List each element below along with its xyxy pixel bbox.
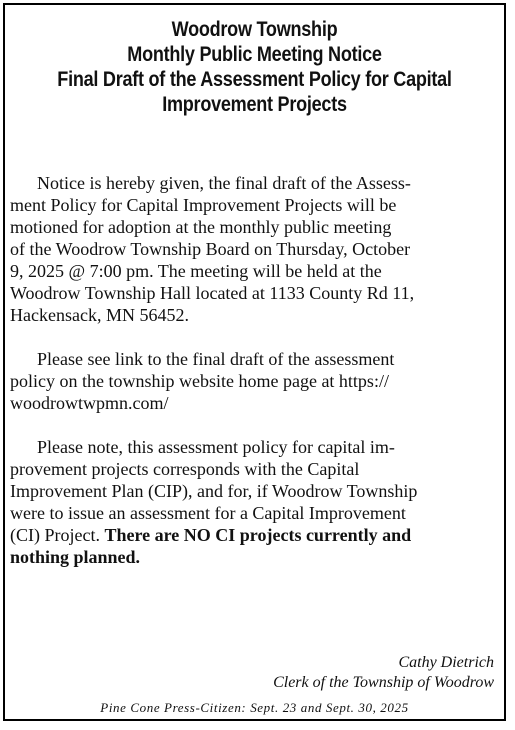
paragraph-website-link	[10, 348, 480, 414]
paragraph-line: Please note, this assessment policy for capital im-	[37, 437, 395, 457]
paragraph-line: woodrowtwpmn.com/	[10, 393, 169, 413]
no-projects-statement: There are NO CI projects currently and	[104, 525, 412, 545]
paragraph-line: were to issue an assessment for a Capital Improvement	[10, 503, 406, 523]
paragraph-notice	[10, 172, 480, 326]
paragraph-please-note	[10, 436, 480, 568]
publication-footer: Pine Cone Press-Citizen: Sept. 23 and Sept. 30, 2025	[100, 700, 409, 715]
notice-heading	[40, 17, 469, 117]
paragraph-line: Hackensack, MN 56452.	[10, 305, 189, 325]
paragraph-line: Notice is hereby given, the final draft of the Assess-	[37, 173, 411, 193]
heading-line-improvement-projects: Improvement Projects	[162, 93, 347, 116]
paragraph-line: policy on the township website home page at https://	[10, 371, 389, 391]
paragraph-line: (CI) Project.	[10, 525, 105, 545]
paragraph-line: Improvement Plan (CIP), and for, if Woodrow Township	[10, 481, 418, 501]
heading-line-final-draft: Final Draft of the Assessment Policy for Capital	[57, 68, 452, 91]
paragraph-line: Please see link to the final draft of the assessment	[37, 349, 395, 369]
public-notice	[3, 3, 506, 721]
notice-body	[10, 172, 480, 568]
heading-line-township: Woodrow Township	[171, 18, 338, 41]
signature-block	[273, 653, 494, 693]
signer-name: Cathy Dietrich	[398, 654, 494, 671]
paragraph-line: of the Woodrow Township Board on Thursday, October	[10, 239, 411, 259]
paragraph-line: ment Policy for Capital Improvement Projects will be	[10, 195, 397, 215]
paragraph-line: Woodrow Township Hall located at 1133 County Rd 11,	[10, 283, 415, 303]
no-projects-statement-end: nothing planned.	[10, 547, 141, 567]
signer-title: Clerk of the Township of Woodrow	[273, 674, 494, 691]
paragraph-line: motioned for adoption at the monthly public meeting	[10, 217, 392, 237]
paragraph-line: 9, 2025 @ 7:00 pm. The meeting will be held at the	[10, 261, 382, 281]
paragraph-line: provement projects corresponds with the Capital	[10, 459, 360, 479]
heading-line-meeting-notice: Monthly Public Meeting Notice	[127, 43, 382, 66]
